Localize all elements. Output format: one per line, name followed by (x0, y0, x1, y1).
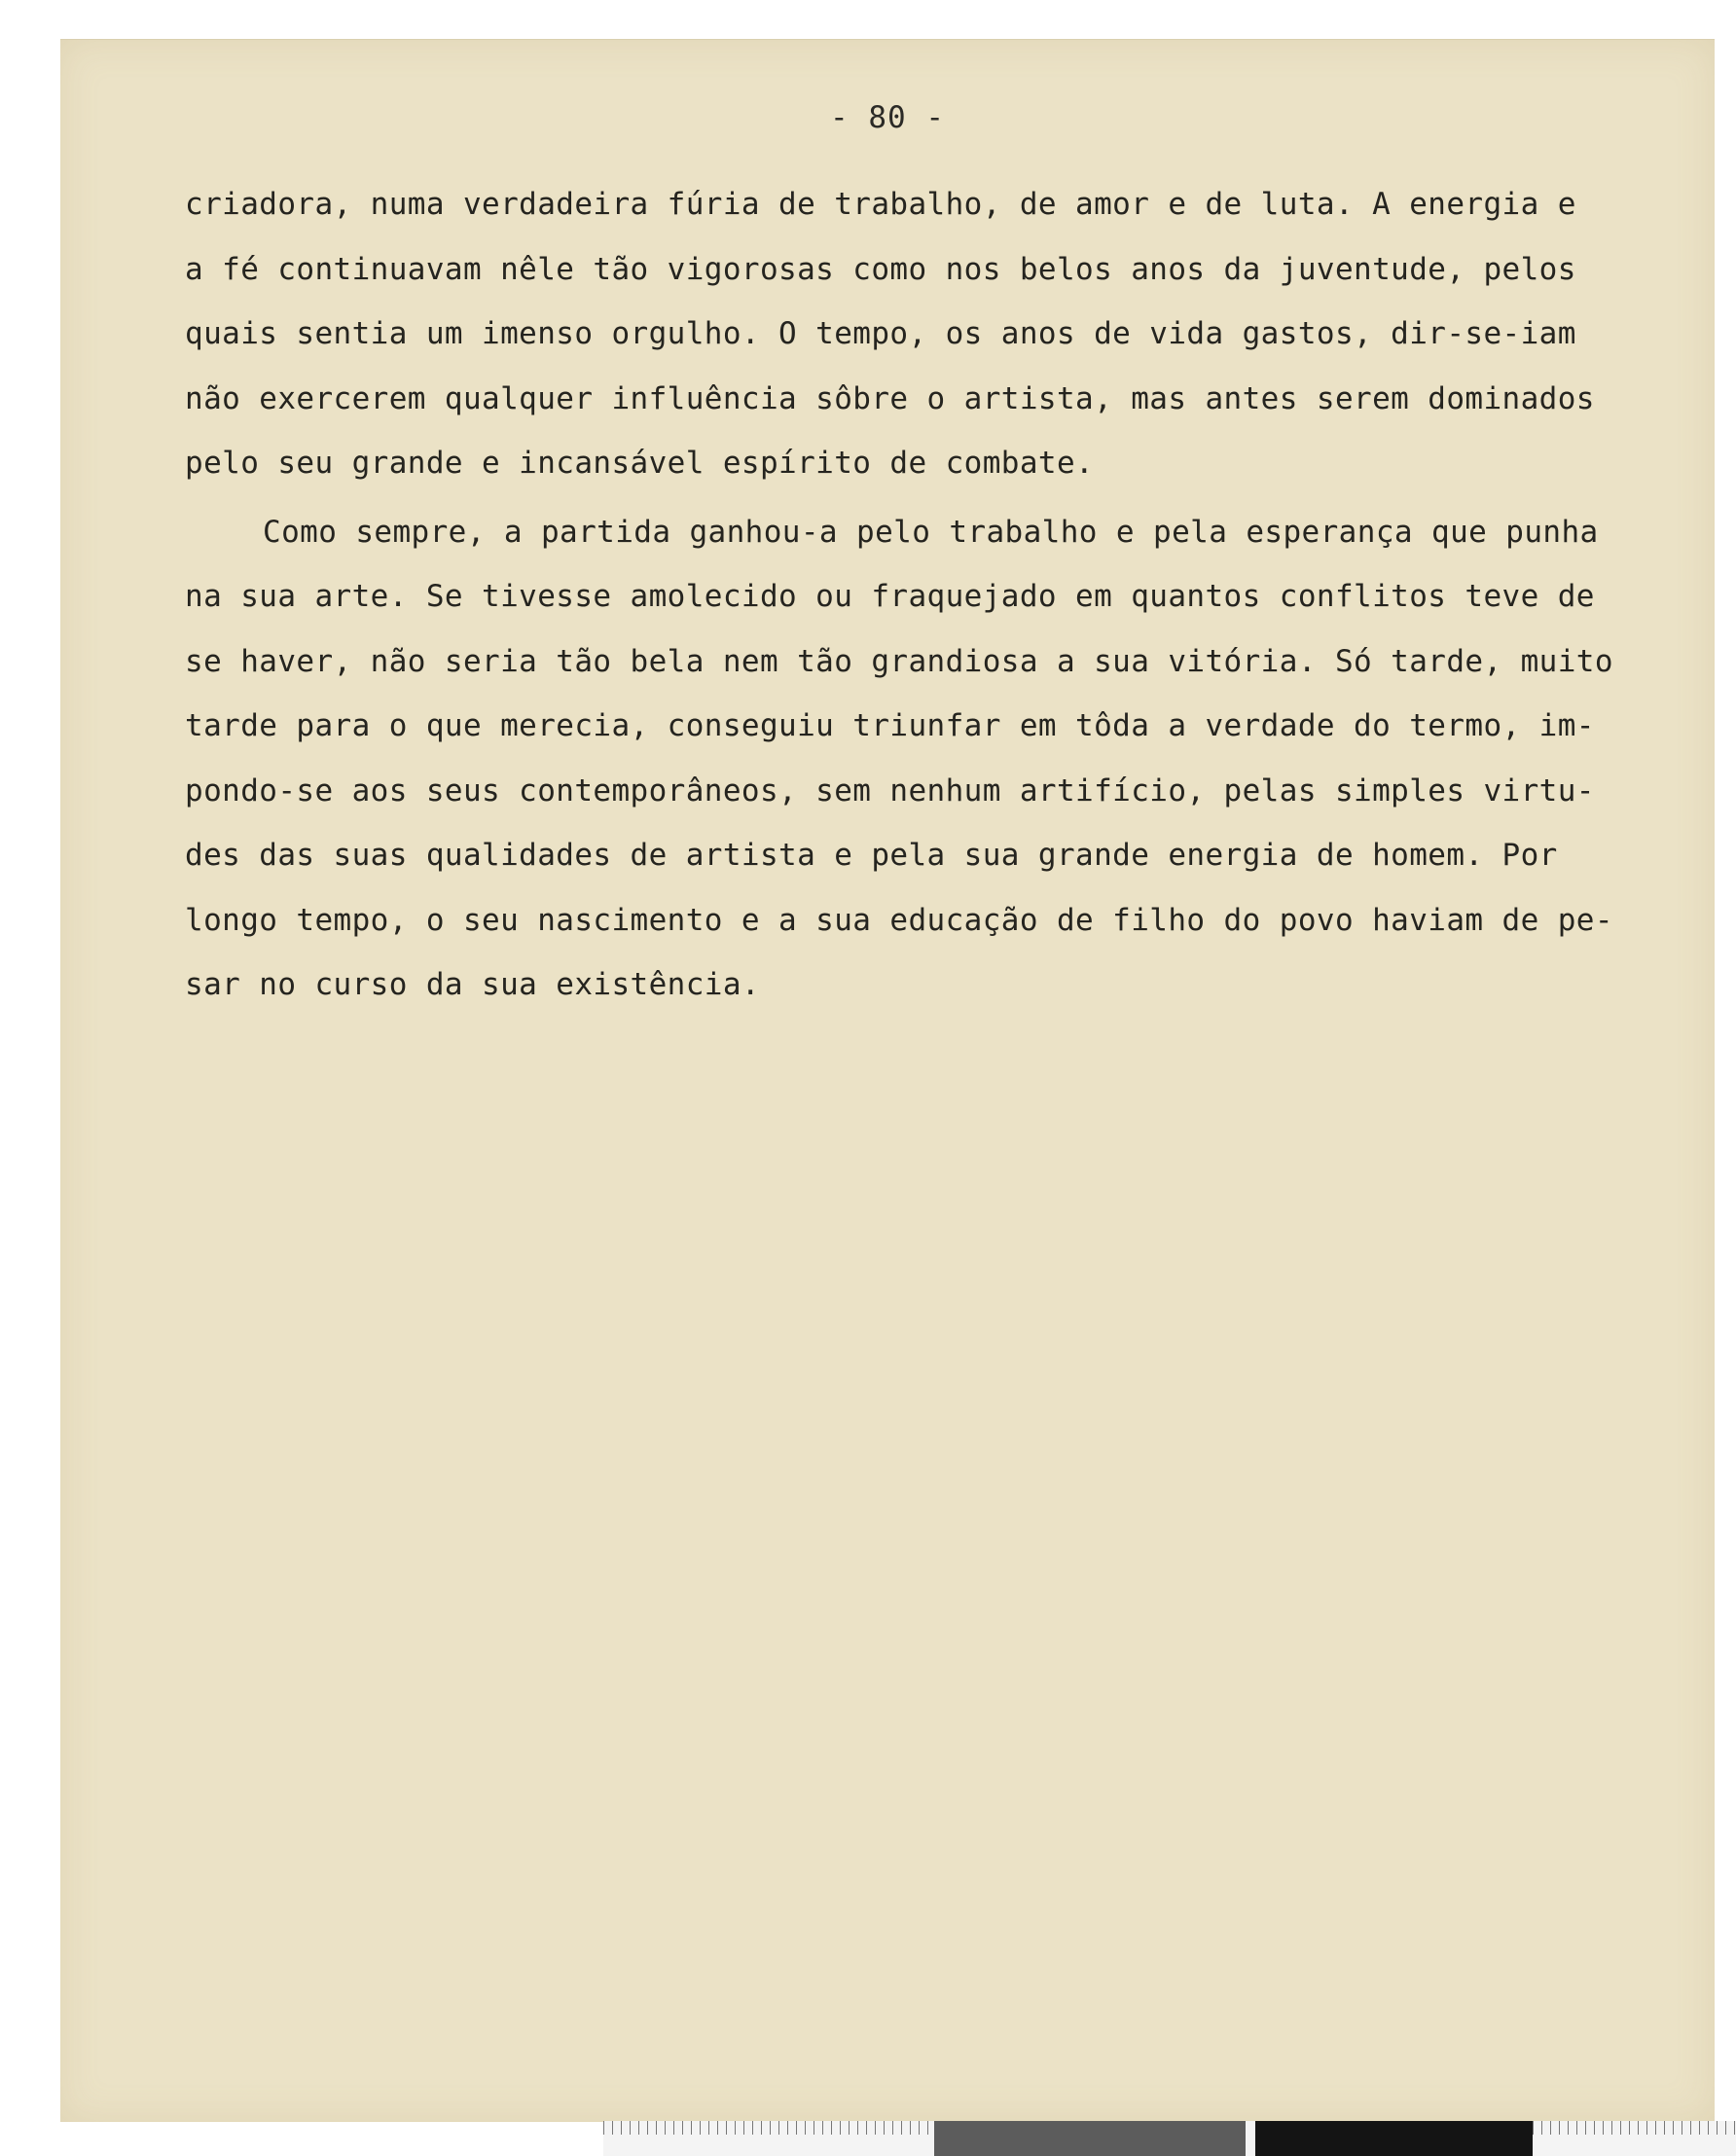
ruler-segment (603, 2121, 934, 2156)
gray-patch (934, 2121, 1246, 2156)
text-line: longo tempo, o seu nascimento e a sua educação de filho do povo haviam de pe- (185, 902, 1613, 938)
paragraph-start-line: Como sempre, a partida ganhou-a pelo trabalho e pela esperança que punha (263, 514, 1599, 550)
text-line: pelo seu grande e incansável espírito de combate. (185, 446, 1095, 481)
text-line: criadora, numa verdadeira fúria de trabalho, de amor e de luta. A energia e (185, 187, 1576, 222)
text-line: quais sentia um imenso orgulho. O tempo, os anos de vida gastos, dir-se-iam (185, 316, 1576, 351)
page-number: - 80 - (830, 100, 945, 135)
text-line: na sua arte. Se tivesse amolecido ou fraquejado em quantos conflitos teve de (185, 579, 1595, 614)
typewritten-page (60, 39, 1715, 2122)
body-text (185, 172, 1703, 1018)
ruler-segment (1533, 2121, 1736, 2156)
text-line: se haver, não seria tão bela nem tão grandiosa a sua vitória. Só tarde, muito (185, 643, 1613, 679)
text-line: sar no curso da sua existência. (185, 967, 760, 1002)
text-line: não exercerem qualquer influência sôbre o artista, mas antes serem dominados (185, 380, 1595, 416)
text-line: a fé continuavam nêle tão vigorosas como nos belos anos da juventude, pelos (185, 251, 1576, 287)
black-patch (1255, 2121, 1533, 2156)
text-line: tarde para o que merecia, conseguiu triunfar em tôda a verdade do termo, im- (185, 708, 1595, 743)
text-line: des das suas qualidades de artista e pela sua grande energia de homem. Por (185, 838, 1558, 873)
white-patch (1246, 2121, 1255, 2156)
color-calibration-scale (603, 2121, 1736, 2156)
text-line: pondo-se aos seus contemporâneos, sem nenhum artifício, pelas simples virtu- (185, 773, 1595, 808)
